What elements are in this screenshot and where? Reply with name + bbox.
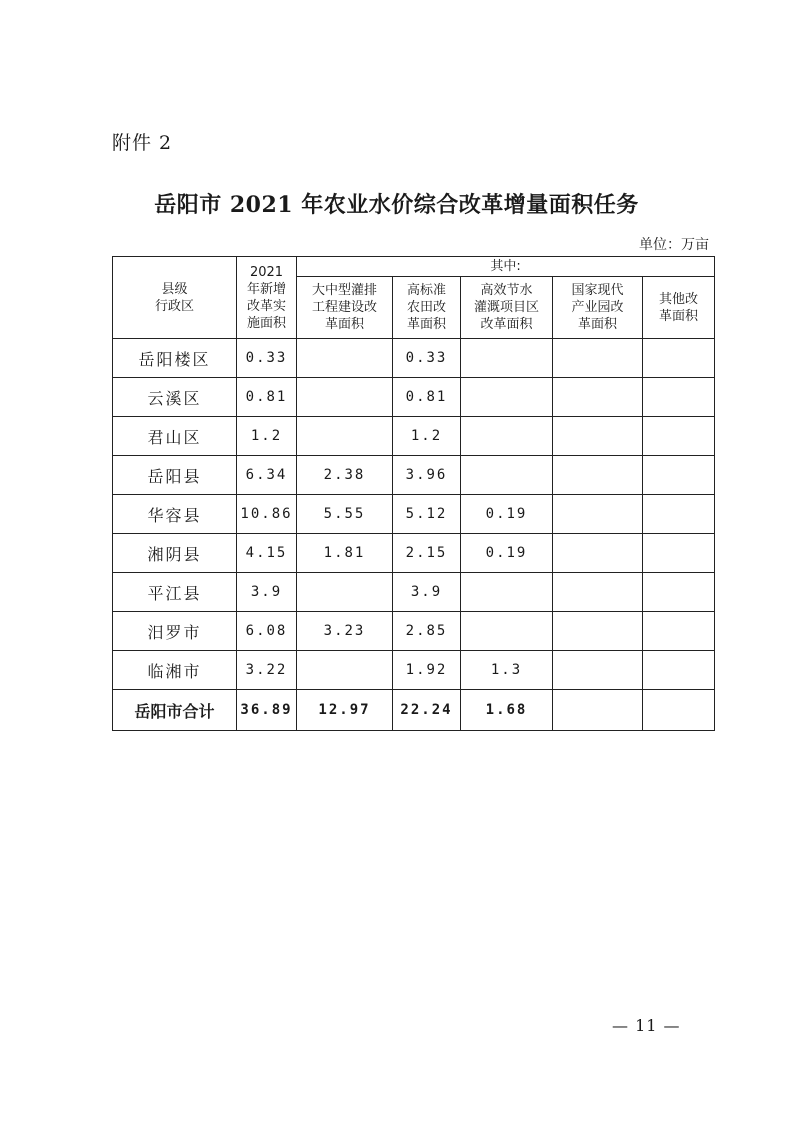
efficient-irrigation-cell (461, 456, 553, 495)
other-cell (643, 378, 715, 417)
other-cell (643, 495, 715, 534)
table-row (113, 651, 715, 690)
table-row (113, 573, 715, 612)
other-cell (643, 456, 715, 495)
area-task-table (112, 256, 715, 731)
total-cell: 0.33 (237, 339, 297, 378)
modern-park-cell (553, 456, 643, 495)
total-cell: 36.89 (237, 690, 297, 731)
modern-park-cell (553, 495, 643, 534)
table-row (113, 495, 715, 534)
large-irrigation-cell (297, 651, 393, 690)
efficient-irrigation-cell: 1.68 (461, 690, 553, 731)
high-standard-cell: 5.12 (393, 495, 461, 534)
efficient-irrigation-cell (461, 378, 553, 417)
total-cell: 3.22 (237, 651, 297, 690)
other-cell (643, 573, 715, 612)
attachment-label: 附件 2 (112, 132, 173, 154)
high-standard-cell: 0.81 (393, 378, 461, 417)
total-cell: 6.08 (237, 612, 297, 651)
high-standard-cell: 0.33 (393, 339, 461, 378)
region-cell: 汨罗市 (113, 612, 237, 651)
high-standard-cell: 3.96 (393, 456, 461, 495)
efficient-irrigation-cell (461, 339, 553, 378)
region-cell: 湘阴县 (113, 534, 237, 573)
large-irrigation-cell (297, 417, 393, 456)
other-cell (643, 417, 715, 456)
large-irrigation-cell (297, 378, 393, 417)
high-standard-cell: 1.2 (393, 417, 461, 456)
total-row (113, 690, 715, 731)
unit-label: 单位：万亩 (639, 237, 709, 253)
other-cell (643, 612, 715, 651)
efficient-irrigation-cell: 1.3 (461, 651, 553, 690)
modern-park-cell (553, 651, 643, 690)
other-cell (643, 690, 715, 731)
total-cell: 0.81 (237, 378, 297, 417)
high-standard-cell: 2.15 (393, 534, 461, 573)
table-row (113, 339, 715, 378)
table-row (113, 417, 715, 456)
region-cell: 云溪区 (113, 378, 237, 417)
high-standard-cell: 3.9 (393, 573, 461, 612)
total-cell: 6.34 (237, 456, 297, 495)
table-row (113, 612, 715, 651)
header-total: 2021 年新增 改革实 施面积 (237, 257, 297, 339)
header-high-standard-farmland: 高标准 农田改 革面积 (393, 277, 461, 339)
header-other: 其他改 革面积 (643, 277, 715, 339)
large-irrigation-cell: 1.81 (297, 534, 393, 573)
region-cell: 华容县 (113, 495, 237, 534)
region-cell: 岳阳市合计 (113, 690, 237, 731)
region-cell: 岳阳县 (113, 456, 237, 495)
total-cell: 1.2 (237, 417, 297, 456)
other-cell (643, 534, 715, 573)
high-standard-cell: 1.92 (393, 651, 461, 690)
modern-park-cell (553, 612, 643, 651)
high-standard-cell: 22.24 (393, 690, 461, 731)
high-standard-cell: 2.85 (393, 612, 461, 651)
modern-park-cell (553, 339, 643, 378)
large-irrigation-cell: 3.23 (297, 612, 393, 651)
large-irrigation-cell: 2.38 (297, 456, 393, 495)
other-cell (643, 339, 715, 378)
efficient-irrigation-cell (461, 417, 553, 456)
region-cell: 君山区 (113, 417, 237, 456)
total-cell: 10.86 (237, 495, 297, 534)
efficient-irrigation-cell (461, 573, 553, 612)
page-number: — 11 — (612, 1016, 681, 1035)
header-modern-park: 国家现代 产业园改 革面积 (553, 277, 643, 339)
table-row (113, 534, 715, 573)
region-cell: 岳阳楼区 (113, 339, 237, 378)
modern-park-cell (553, 378, 643, 417)
region-cell: 平江县 (113, 573, 237, 612)
header-large-irrigation: 大中型灌排 工程建设改 革面积 (297, 277, 393, 339)
large-irrigation-cell: 12.97 (297, 690, 393, 731)
table-row (113, 378, 715, 417)
large-irrigation-cell (297, 339, 393, 378)
modern-park-cell (553, 573, 643, 612)
document-title: 岳阳市 2021 年农业水价综合改革增量面积任务 (154, 192, 639, 218)
efficient-irrigation-cell: 0.19 (461, 495, 553, 534)
other-cell (643, 651, 715, 690)
total-cell: 3.9 (237, 573, 297, 612)
header-group-of-which: 其中: (297, 257, 715, 277)
header-region: 县级 行政区 (113, 257, 237, 339)
large-irrigation-cell: 5.55 (297, 495, 393, 534)
large-irrigation-cell (297, 573, 393, 612)
efficient-irrigation-cell (461, 612, 553, 651)
region-cell: 临湘市 (113, 651, 237, 690)
efficient-irrigation-cell: 0.19 (461, 534, 553, 573)
modern-park-cell (553, 690, 643, 731)
header-efficient-irrigation: 高效节水 灌溉项目区 改革面积 (461, 277, 553, 339)
modern-park-cell (553, 417, 643, 456)
table-row (113, 456, 715, 495)
total-cell: 4.15 (237, 534, 297, 573)
modern-park-cell (553, 534, 643, 573)
